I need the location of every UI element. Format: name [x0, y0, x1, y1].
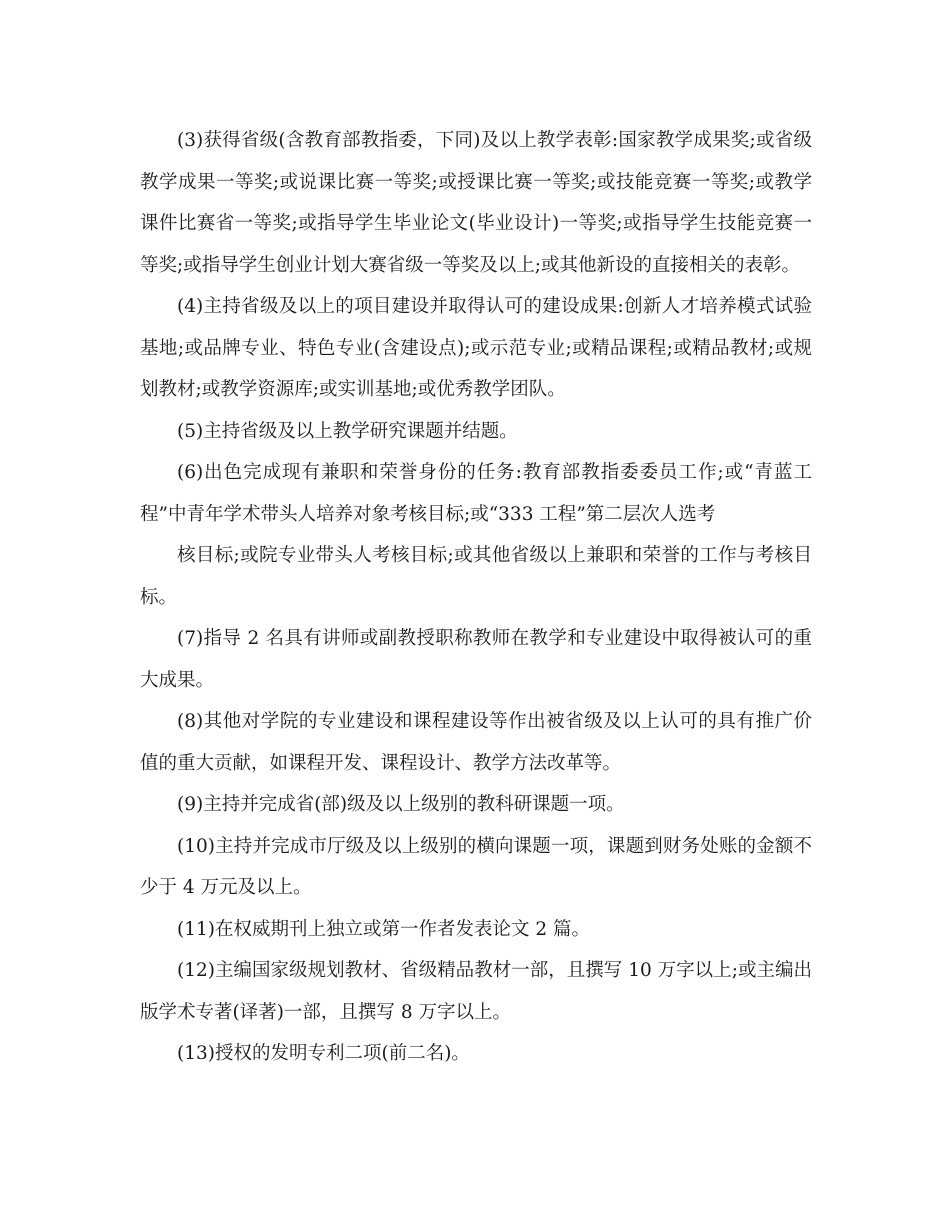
document-body	[140, 120, 812, 1075]
paragraph-item-9: (9)主持并完成省(部)级及以上级别的教科研课题一项。	[177, 794, 625, 815]
paragraph-item-10: (10)主持并完成市厅级及以上级别的横向课题一项，课题到财务处账的金额不少于 4 万元及以上。	[140, 835, 812, 898]
paragraph-item-6: (6)出色完成现有兼职和荣誉身份的任务:教育部教指委委员工作;或“青蓝工程”中青年学术带头人培养对象考核目标;或“333 工程”第二层次人选考	[140, 462, 812, 525]
paragraph-item-5: (5)主持省级及以上教学研究课题并结题。	[177, 420, 518, 442]
paragraph-item-8: (8)其他对学院的专业建设和课程建设等作出被省级及以上认可的具有推广价值的重大贡献，如课程开发、课程设计、教学方法改革等。	[140, 711, 812, 774]
paragraph-item-7: (7)指导 2 名具有讲师或副教授职称教师在教学和专业建设中取得被认可的重大成果。	[140, 628, 812, 691]
paragraph-item-4: (4)主持省级及以上的项目建设并取得认可的建设成果:创新人才培养模式试验基地;或品牌专业、特色专业(含建设点);或示范专业;或精品课程;或精品教材;或规划教材;或教学资源库;或实训基地;或优秀教学团队。	[140, 296, 812, 400]
paragraph-item-6-continued: 核目标;或院专业带头人考核目标;或其他省级以上兼职和荣誉的工作与考核目标。	[140, 545, 812, 608]
paragraph-item-3: (3)获得省级(含教育部教指委，下同)及以上教学表彰:国家教学成果奖;或省级教学成果一等奖;或说课比赛一等奖;或授课比赛一等奖;或技能竞赛一等奖;或教学课件比赛省一等奖;或指导学生毕业论文(毕业设计)一等奖;或指导学生技能竞赛一等奖;或指导学生创业计划大赛省级一等奖及以上;或其他新设的直接相关的表彰。	[140, 130, 812, 276]
paragraph-item-11: (11)在权威期刊上独立或第一作者发表论文 2 篇。	[177, 918, 591, 940]
paragraph-item-13: (13)授权的发明专利二项(前二名)。	[177, 1043, 470, 1064]
paragraph-item-12: (12)主编国家级规划教材、省级精品教材一部，且撰写 10 万字以上;或主编出版学术专著(译著)一部，且撰写 8 万字以上。	[140, 960, 812, 1023]
